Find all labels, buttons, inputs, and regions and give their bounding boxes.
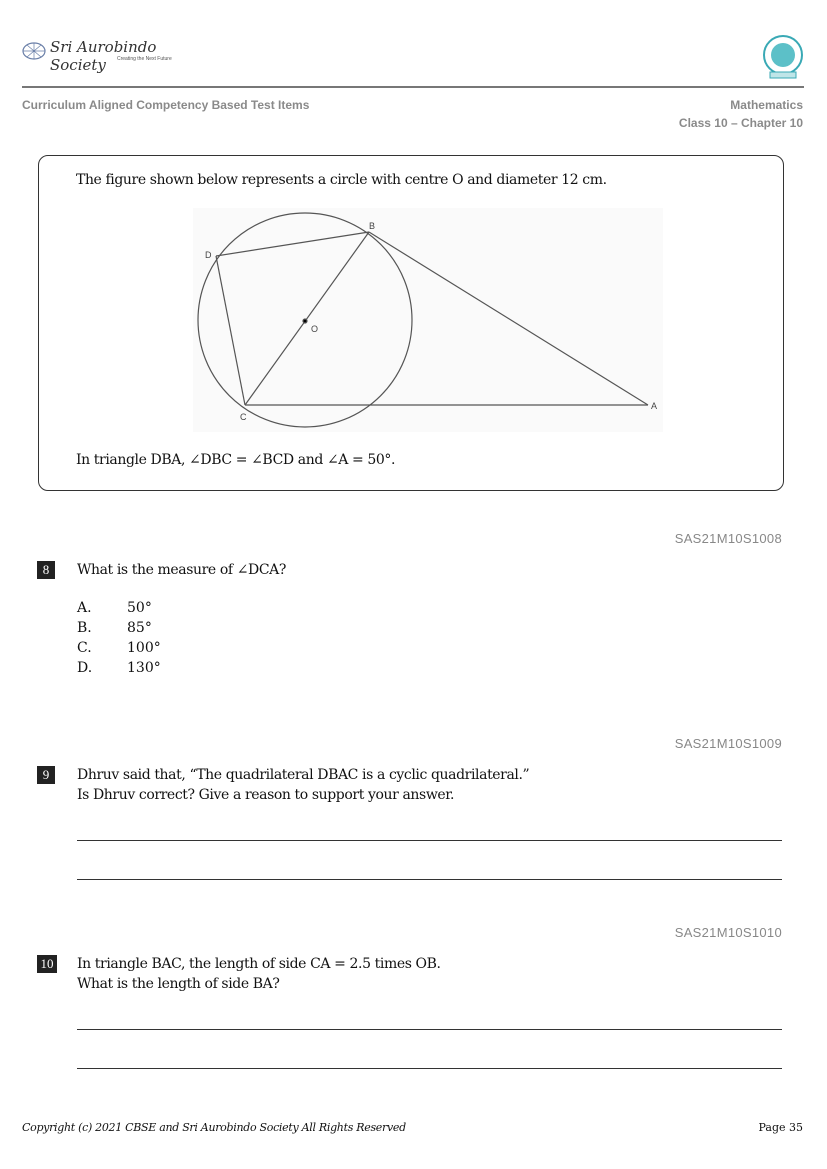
logo-tagline: Creating the Next Future (117, 56, 172, 62)
chapter: Class 10 – Chapter 10 (678, 116, 803, 130)
question-8-text: What is the measure of ∠DCA? (77, 562, 286, 578)
option-c[interactable] (77, 640, 161, 656)
question-10-line2: What is the length of side BA? (77, 976, 280, 992)
question-number-10: 10 (37, 955, 57, 973)
option-value: 85° (127, 620, 152, 636)
question-10-line1: In triangle BAC, the length of side CA = 2.5 times OB. (77, 956, 441, 972)
question-9-line2: Is Dhruv correct? Give a reason to support your answer. (77, 787, 455, 803)
answer-line[interactable] (77, 840, 782, 841)
option-a[interactable] (77, 600, 152, 616)
answer-line[interactable] (77, 1068, 782, 1069)
question-number-8: 8 (37, 561, 55, 579)
cbse-emblem (762, 34, 804, 80)
option-value: 100° (127, 640, 161, 656)
page-number: Page 35 (758, 1121, 803, 1134)
header-rule (22, 86, 804, 88)
copyright: Copyright (c) 2021 CBSE and Sri Aurobindo Society All Rights Reserved (22, 1121, 406, 1134)
option-letter: B. (77, 620, 92, 636)
doc-title: Curriculum Aligned Competency Based Test Items (22, 98, 310, 112)
label-a: A (651, 401, 658, 411)
answer-line[interactable] (77, 1029, 782, 1030)
option-letter: C. (77, 640, 92, 656)
sas-logo (22, 38, 192, 74)
context-intro: The figure shown below represents a circle with centre O and diameter 12 cm. (76, 172, 607, 188)
option-value: 50° (127, 600, 152, 616)
option-value: 130° (127, 660, 161, 676)
context-given: In triangle DBA, ∠DBC = ∠BCD and ∠A = 50°. (76, 452, 396, 468)
subject: Mathematics (730, 98, 803, 112)
label-d: D (205, 250, 212, 260)
item-code-10: SAS21M10S1010 (674, 925, 782, 940)
question-9-line1: Dhruv said that, “The quadrilateral DBAC is a cyclic quadrilateral.” (77, 767, 530, 783)
question-number-9: 9 (37, 766, 55, 784)
option-d[interactable] (77, 660, 161, 676)
item-code-9: SAS21M10S1009 (674, 736, 782, 751)
label-c: C (240, 412, 247, 422)
answer-line[interactable] (77, 879, 782, 880)
option-letter: D. (77, 660, 93, 676)
circle-figure (193, 208, 663, 432)
option-b[interactable] (77, 620, 152, 636)
item-code-8: SAS21M10S1008 (674, 531, 782, 546)
label-o: O (311, 324, 319, 334)
logo-text: Sri Aurobindo Society (50, 38, 157, 74)
globe-icon (22, 40, 48, 62)
label-b: B (369, 221, 376, 231)
option-letter: A. (77, 600, 92, 616)
